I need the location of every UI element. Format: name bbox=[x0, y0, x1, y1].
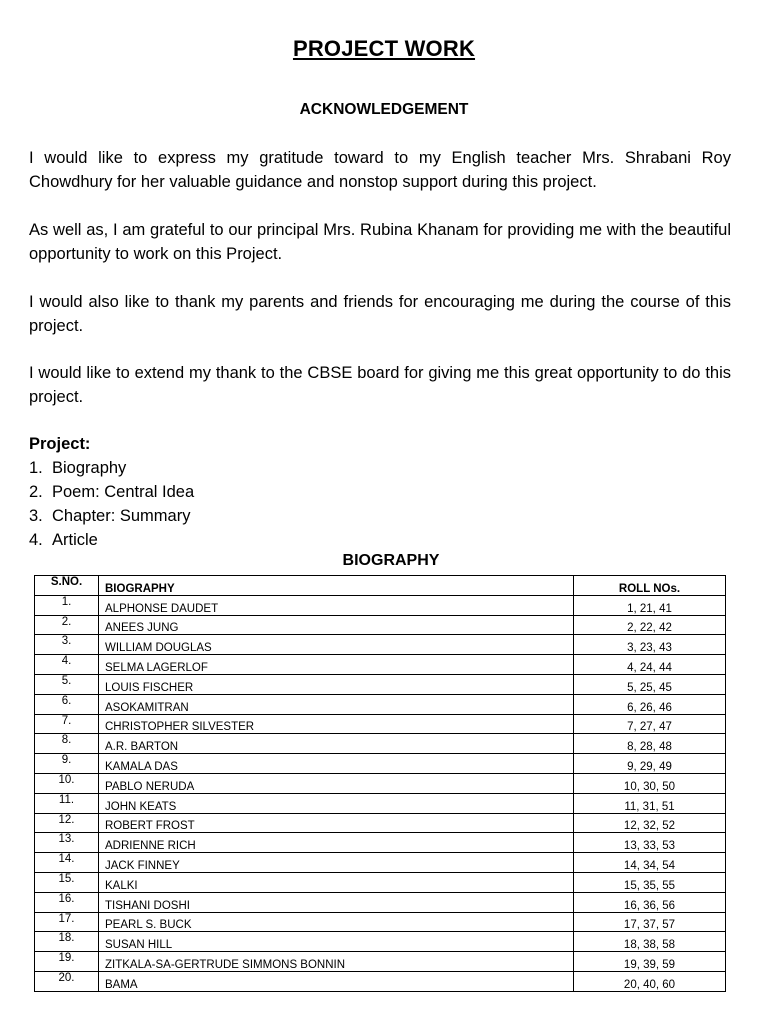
row-biography: BAMA bbox=[99, 971, 574, 991]
row-sno: 4. bbox=[35, 655, 99, 675]
row-roll-nos: 3, 23, 43 bbox=[574, 635, 726, 655]
table-row bbox=[35, 813, 726, 833]
header-sno: S.NO. bbox=[35, 576, 99, 596]
row-biography: ASOKAMITRAN bbox=[99, 694, 574, 714]
list-number: 4. bbox=[29, 531, 43, 549]
row-sno: 9. bbox=[35, 754, 99, 774]
row-roll-nos: 12, 32, 52 bbox=[574, 813, 726, 833]
table-row bbox=[35, 952, 726, 972]
row-sno: 17. bbox=[35, 912, 99, 932]
row-roll-nos: 14, 34, 54 bbox=[574, 853, 726, 873]
acknowledgement-paragraph-1: I would like to express my gratitude toward to my English teacher Mrs. Shrabani Roy Chowdhury for her valuable guidance and nonstop support during this project. bbox=[29, 149, 731, 191]
header-biography: BIOGRAPHY bbox=[99, 576, 574, 596]
project-list bbox=[29, 456, 194, 552]
row-roll-nos: 16, 36, 56 bbox=[574, 892, 726, 912]
row-sno: 19. bbox=[35, 952, 99, 972]
row-biography: KAMALA DAS bbox=[99, 754, 574, 774]
row-biography: ROBERT FROST bbox=[99, 813, 574, 833]
row-biography: ZITKALA-SA-GERTRUDE SIMMONS BONNIN bbox=[99, 952, 574, 972]
list-number: 2. bbox=[29, 483, 43, 501]
acknowledgement-heading: ACKNOWLEDGEMENT bbox=[299, 101, 469, 118]
row-sno: 14. bbox=[35, 853, 99, 873]
row-sno: 15. bbox=[35, 872, 99, 892]
table-row bbox=[35, 912, 726, 932]
row-biography: ANEES JUNG bbox=[99, 615, 574, 635]
row-roll-nos: 20, 40, 60 bbox=[574, 971, 726, 991]
project-list-item bbox=[29, 456, 194, 480]
row-biography: PEARL S. BUCK bbox=[99, 912, 574, 932]
row-biography: SELMA LAGERLOF bbox=[99, 655, 574, 675]
row-roll-nos: 2, 22, 42 bbox=[574, 615, 726, 635]
row-biography: ADRIENNE RICH bbox=[99, 833, 574, 853]
row-sno: 8. bbox=[35, 734, 99, 754]
row-roll-nos: 1, 21, 41 bbox=[574, 595, 726, 615]
project-list-item bbox=[29, 504, 194, 528]
page-title: PROJECT WORK bbox=[292, 36, 476, 61]
row-sno: 11. bbox=[35, 793, 99, 813]
row-sno: 20. bbox=[35, 971, 99, 991]
row-roll-nos: 8, 28, 48 bbox=[574, 734, 726, 754]
row-biography: LOUIS FISCHER bbox=[99, 674, 574, 694]
row-biography: A.R. BARTON bbox=[99, 734, 574, 754]
row-roll-nos: 7, 27, 47 bbox=[574, 714, 726, 734]
row-roll-nos: 15, 35, 55 bbox=[574, 872, 726, 892]
project-item-label: Poem: Central Idea bbox=[52, 483, 195, 501]
row-sno: 6. bbox=[35, 694, 99, 714]
row-sno: 2. bbox=[35, 615, 99, 635]
row-roll-nos: 6, 26, 46 bbox=[574, 694, 726, 714]
row-roll-nos: 17, 37, 57 bbox=[574, 912, 726, 932]
row-sno: 12. bbox=[35, 813, 99, 833]
project-heading: Project: bbox=[29, 435, 91, 453]
table-row bbox=[35, 833, 726, 853]
table-row bbox=[35, 655, 726, 675]
table-row bbox=[35, 773, 726, 793]
table-header-row bbox=[35, 576, 726, 596]
table-row bbox=[35, 853, 726, 873]
table-row bbox=[35, 793, 726, 813]
table-row bbox=[35, 971, 726, 991]
table-row bbox=[35, 635, 726, 655]
table-row bbox=[35, 734, 726, 754]
row-biography: KALKI bbox=[99, 872, 574, 892]
table-row bbox=[35, 674, 726, 694]
row-sno: 16. bbox=[35, 892, 99, 912]
table-row bbox=[35, 932, 726, 952]
row-sno: 18. bbox=[35, 932, 99, 952]
biography-table bbox=[34, 575, 726, 992]
acknowledgement-paragraph-2: As well as, I am grateful to our principal Mrs. Rubina Khanam for providing me with the beautiful opportunity to work on this Project. bbox=[29, 221, 731, 263]
row-roll-nos: 18, 38, 58 bbox=[574, 932, 726, 952]
biography-table-body bbox=[35, 595, 726, 991]
row-biography: PABLO NERUDA bbox=[99, 773, 574, 793]
row-biography: TISHANI DOSHI bbox=[99, 892, 574, 912]
header-roll-nos: ROLL NOs. bbox=[574, 576, 726, 596]
table-row bbox=[35, 694, 726, 714]
row-sno: 7. bbox=[35, 714, 99, 734]
table-row bbox=[35, 595, 726, 615]
row-biography: WILLIAM DOUGLAS bbox=[99, 635, 574, 655]
row-biography: CHRISTOPHER SILVESTER bbox=[99, 714, 574, 734]
project-item-label: Chapter: Summary bbox=[52, 507, 191, 525]
list-number: 3. bbox=[29, 507, 43, 525]
row-roll-nos: 13, 33, 53 bbox=[574, 833, 726, 853]
row-roll-nos: 10, 30, 50 bbox=[574, 773, 726, 793]
table-row bbox=[35, 872, 726, 892]
table-row bbox=[35, 615, 726, 635]
row-roll-nos: 5, 25, 45 bbox=[574, 674, 726, 694]
project-item-label: Biography bbox=[52, 459, 127, 477]
row-sno: 13. bbox=[35, 833, 99, 853]
row-biography: JOHN KEATS bbox=[99, 793, 574, 813]
row-sno: 5. bbox=[35, 674, 99, 694]
project-item-label: Article bbox=[52, 531, 98, 549]
row-roll-nos: 11, 31, 51 bbox=[574, 793, 726, 813]
table-row bbox=[35, 754, 726, 774]
row-roll-nos: 9, 29, 49 bbox=[574, 754, 726, 774]
biography-heading: BIOGRAPHY bbox=[342, 552, 440, 569]
acknowledgement-paragraph-4: I would like to extend my thank to the CBSE board for giving me this great opportunity to do this project. bbox=[29, 364, 731, 406]
table-row bbox=[35, 892, 726, 912]
project-list-item bbox=[29, 480, 194, 504]
row-biography: ALPHONSE DAUDET bbox=[99, 595, 574, 615]
row-sno: 10. bbox=[35, 773, 99, 793]
project-list-item bbox=[29, 528, 194, 552]
list-number: 1. bbox=[29, 459, 43, 477]
row-sno: 3. bbox=[35, 635, 99, 655]
table-row bbox=[35, 714, 726, 734]
row-biography: SUSAN HILL bbox=[99, 932, 574, 952]
acknowledgement-paragraph-3: I would also like to thank my parents and friends for encouraging me during the course of this project. bbox=[29, 293, 731, 335]
row-roll-nos: 19, 39, 59 bbox=[574, 952, 726, 972]
row-roll-nos: 4, 24, 44 bbox=[574, 655, 726, 675]
row-sno: 1. bbox=[35, 595, 99, 615]
row-biography: JACK FINNEY bbox=[99, 853, 574, 873]
